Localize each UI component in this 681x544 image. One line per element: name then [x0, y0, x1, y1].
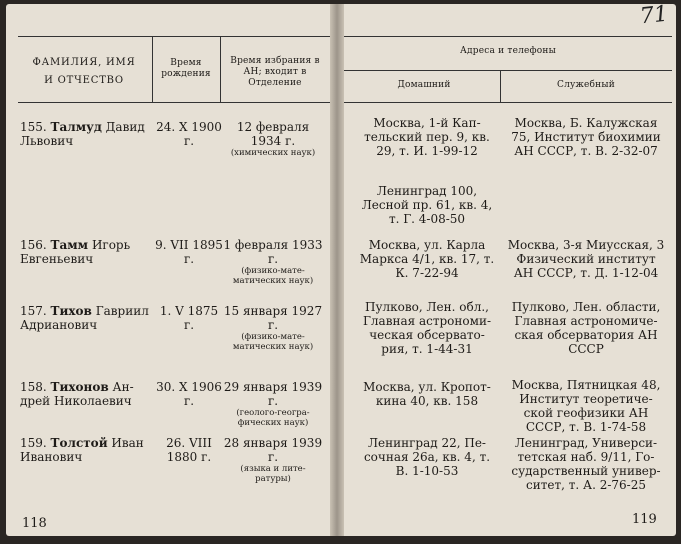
entry-given-names: Игорь Евгеньевич: [20, 238, 131, 266]
entry-surname: Тихов: [50, 304, 92, 318]
birth-column-header: Время рождения: [161, 58, 211, 79]
entry-birth-159: 26. VIII 1880 г.: [166, 436, 212, 464]
handwritten-page-mark: 71: [638, 1, 670, 30]
entry-name-157: [20, 304, 152, 332]
entry-number: 157.: [20, 304, 47, 318]
entry-number: 158.: [20, 380, 47, 394]
entry-given-names: Ан- дрей Николаевич: [20, 380, 134, 408]
entry-home-155-a: Москва, 1-й Кап- тельский пер. 9, кв. 29, т. И. 1-99-12: [364, 116, 490, 158]
name-column-header: ФАМИЛИЯ, ИМЯ И ОТЧЕСТВО: [32, 57, 136, 86]
left-top-rule: [18, 36, 330, 37]
entry-number: 159.: [20, 436, 47, 450]
entry-surname: Талмуд: [50, 120, 102, 134]
right-col-divider: [500, 70, 501, 103]
entry-work-156: Москва, 3-я Миусская, 3 Физический институт АН СССР, т. Д. 1-12-04: [507, 238, 665, 280]
entry-work-155: Москва, Б. Калужская 75, Институт биохимии АН СССР, т. В. 2-32-07: [511, 116, 661, 158]
right-header-rule: [344, 102, 672, 103]
elected-section: (физико-мате- матических наук): [232, 266, 314, 286]
entry-home-156: Москва, ул. Карла Маркса 4/1, кв. 17, т. К. 7-22-94: [359, 238, 495, 280]
address-column-header: Адреса и телефоны: [460, 46, 556, 56]
entry-number: 155.: [20, 120, 47, 134]
entry-work-158: Москва, Пятницкая 48, Институт теоретиче- ской геофизики АН СССР, т. В. 1-74-58: [511, 378, 661, 434]
entry-birth-156: 9. VII 1895 г.: [155, 238, 223, 266]
elected-section: (химических наук): [230, 148, 316, 158]
entry-name-159: [20, 436, 152, 464]
elected-column-header: Время избрания в АН; входит в Отделение: [230, 56, 320, 88]
left-header-rule: [18, 102, 330, 103]
entry-given-names: Иван Иванович: [20, 436, 144, 464]
elected-date: 29 января 1939 г.: [223, 380, 323, 408]
entry-surname: Тихонов: [50, 380, 109, 394]
right-top-rule: [344, 36, 672, 37]
entry-surname: Толстой: [50, 436, 108, 450]
work-column-header: Служебный: [557, 80, 615, 90]
book-gutter: [330, 4, 344, 536]
elected-date: 1 февраля 1933 г.: [223, 238, 323, 266]
elected-date: 12 февраля 1934 г.: [236, 120, 310, 148]
entry-home-155-b: Ленинград 100, Лесной пр. 61, кв. 4, т. Г. 4-08-50: [361, 184, 493, 226]
left-col-divider-1: [152, 36, 153, 103]
entry-given-names: Давид Львович: [20, 120, 145, 148]
entry-birth-157: 1. V 1875 г.: [159, 304, 219, 332]
entry-number: 156.: [20, 238, 47, 252]
elected-date: 28 января 1939 г.: [223, 436, 323, 464]
entry-work-159: Ленинград, Универси- тетская наб. 9/11, Го- сударственный универ- ситет, т. А. 2-76-25: [511, 436, 661, 492]
entry-home-157: Пулково, Лен. обл., Главная астрономи- ческая обсервато- рия, т. 1-44-31: [362, 300, 492, 356]
address-header-rule: [344, 70, 672, 71]
entry-surname: Тамм: [50, 238, 89, 252]
entry-home-159: Ленинград 22, Пе- сочная 26а, кв. 4, т. В. 1-10-53: [363, 436, 491, 478]
elected-section: (геолого-геогра- фических наук): [236, 408, 310, 428]
entry-home-158: Москва, ул. Кропот- кина 40, кв. 158: [363, 380, 491, 408]
entry-elected-155: [222, 120, 324, 158]
entry-name-155: [20, 120, 152, 148]
home-column-header: Домашний: [397, 80, 451, 90]
entry-birth-158: 30. X 1906 г.: [156, 380, 222, 408]
entry-elected-159: [222, 436, 324, 484]
elected-section: (языка и лите- ратуры): [240, 464, 306, 484]
entry-work-157: Пулково, Лен. области, Главная астрономиче- ская обсерватория АН СССР: [511, 300, 661, 356]
elected-section: (физико-мате- матических наук): [232, 332, 314, 352]
right-page-number: 119: [632, 512, 657, 527]
elected-date: 15 января 1927 г.: [223, 304, 323, 332]
left-col-divider-2: [220, 36, 221, 103]
entry-elected-158: [222, 380, 324, 428]
entry-birth-155: 24. X 1900 г.: [156, 120, 222, 148]
entry-elected-156: [222, 238, 324, 286]
left-page-number: 118: [22, 516, 47, 531]
entry-elected-157: [222, 304, 324, 352]
entry-given-names: Гавриил Адрианович: [20, 304, 149, 332]
entry-name-158: [20, 380, 152, 408]
entry-name-156: [20, 238, 152, 266]
